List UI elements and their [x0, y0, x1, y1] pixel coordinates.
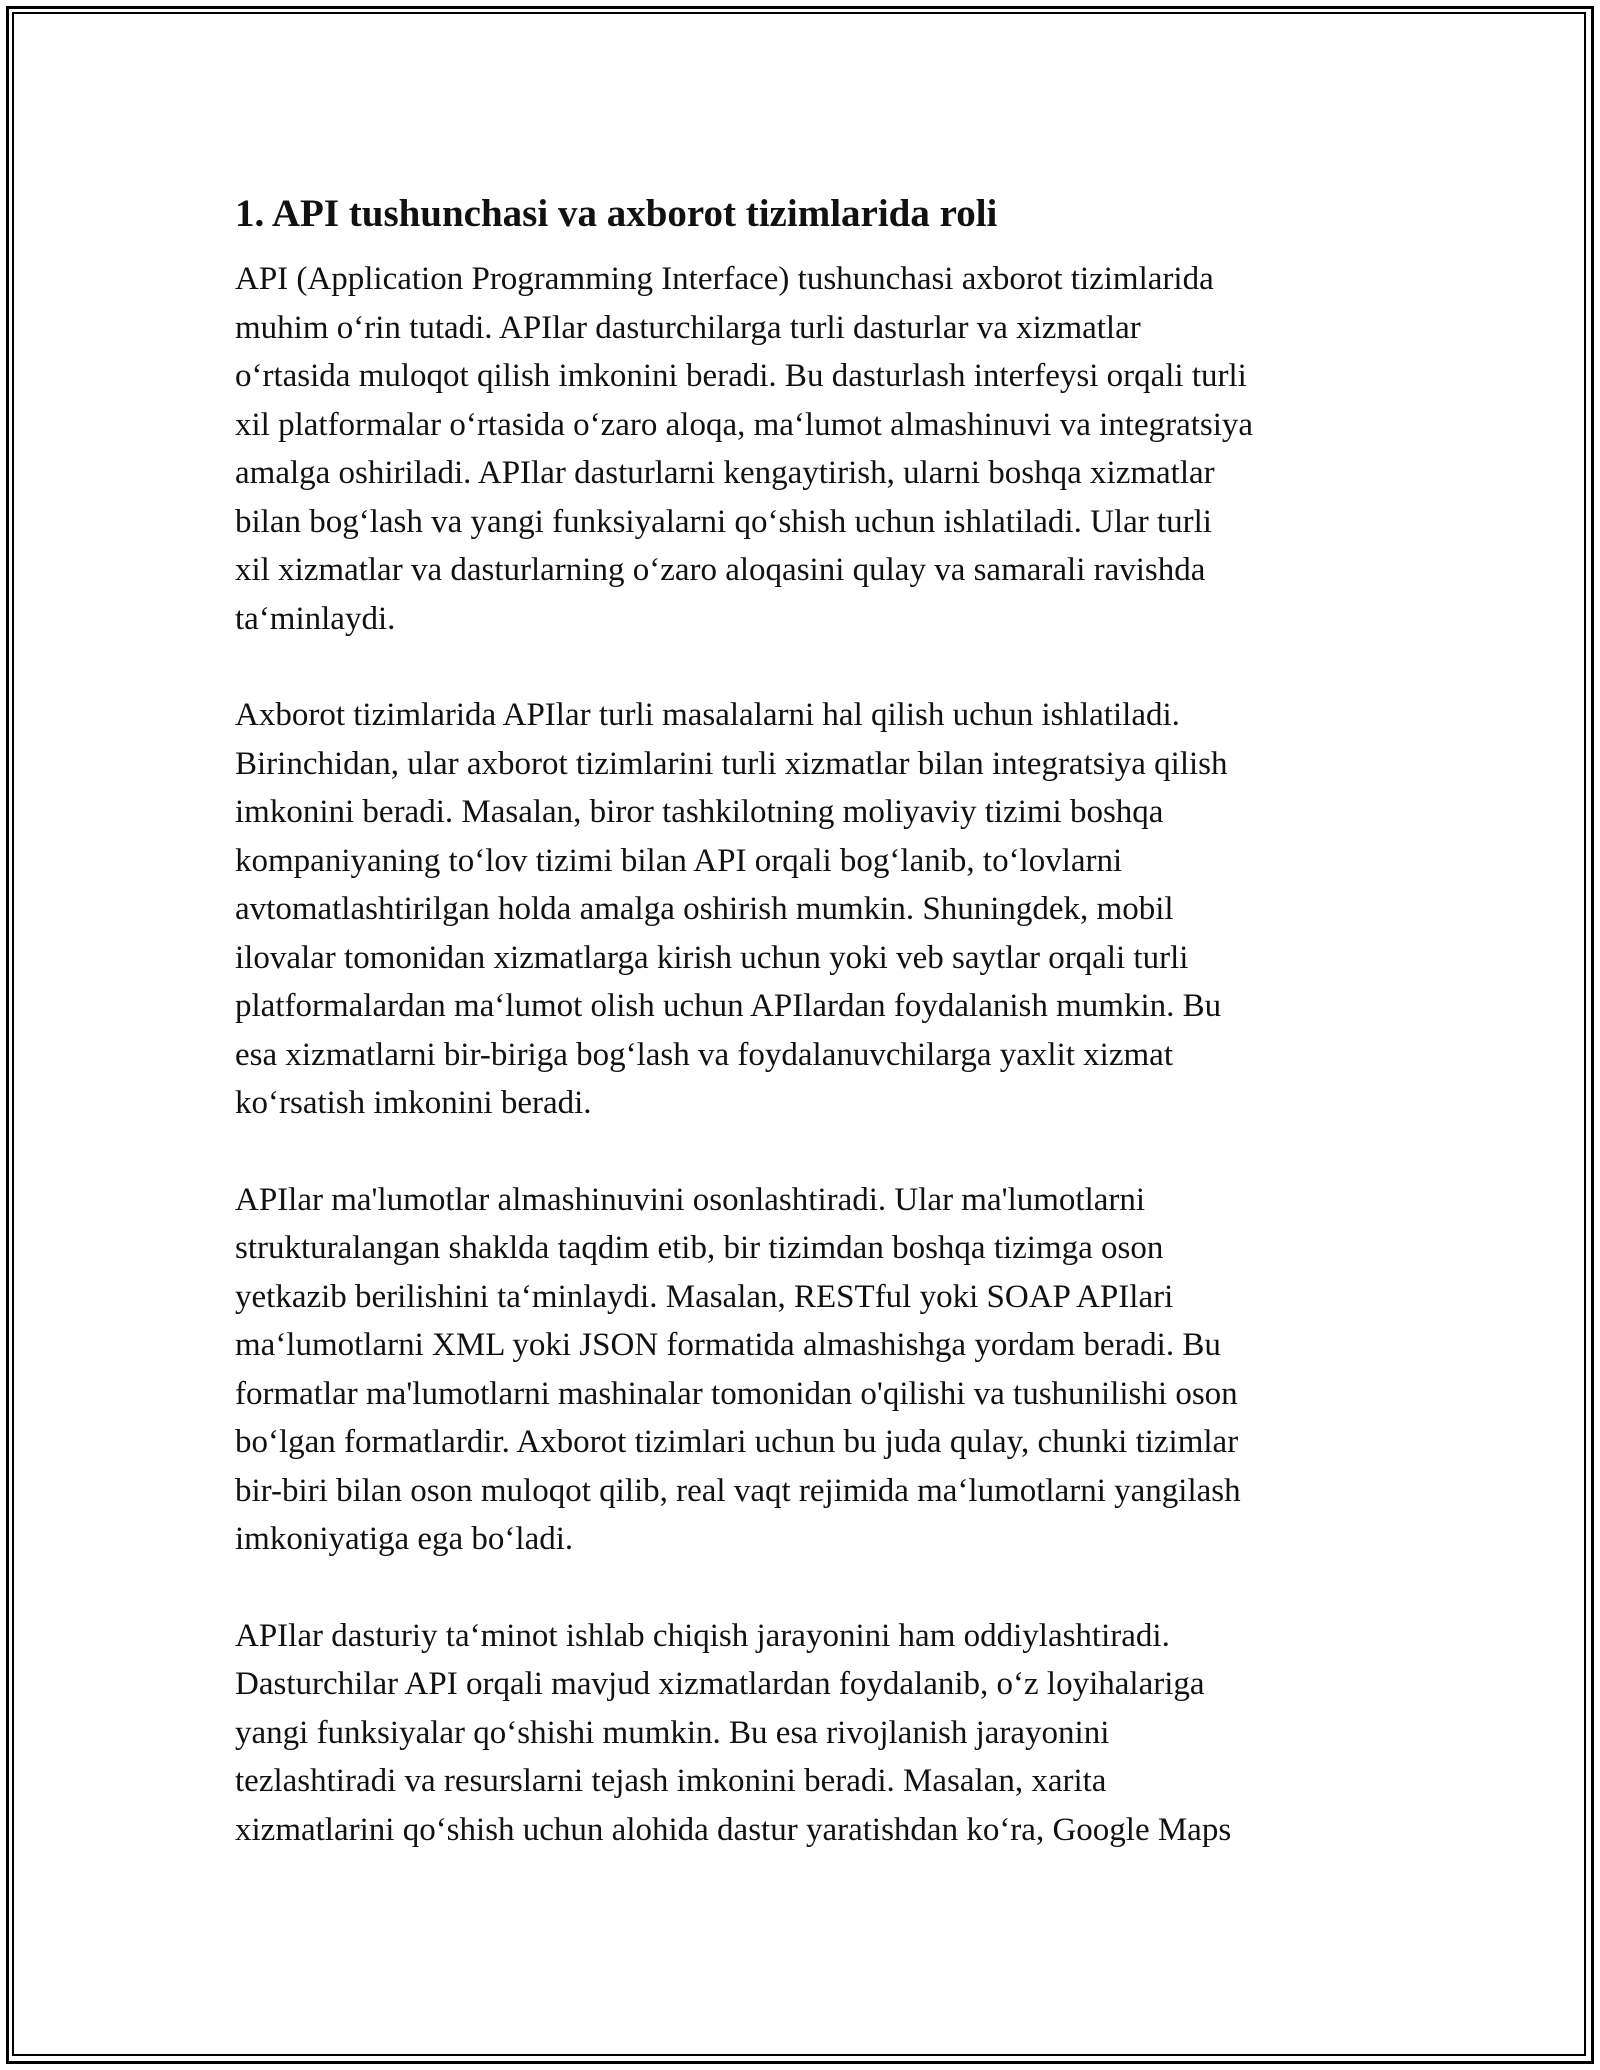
text-line: ta‘minlaydi. — [235, 600, 396, 637]
document-body — [235, 185, 1375, 1902]
text-line: amalga oshiriladi. APIlar dasturlarni kengaytirish, ularni boshqa xizmatlar — [235, 455, 1215, 491]
text-line: APIlar dasturiy ta‘minot ishlab chiqish jarayonini ham oddiylashtiradi. — [235, 1617, 1170, 1654]
text-line: formatlar ma'lumotlarni mashinalar tomonidan o'qilishi va tushunilishi oson — [235, 1375, 1238, 1412]
paragraph-1 — [235, 255, 1375, 643]
text-line: xil xizmatlar va dasturlarning o‘zaro aloqasini qulay va samarali ravishda — [235, 552, 1206, 588]
text-line: Dasturchilar API orqali mavjud xizmatlardan foydalanib, o‘z loyihalariga — [235, 1666, 1205, 1702]
text-line: Birinchidan, ular axborot tizimlarini turli xizmatlar bilan integratsiya qilish — [235, 745, 1228, 782]
text-line: muhim o‘rin tutadi. APIlar dasturchilarga turli dasturlar va xizmatlar — [235, 309, 1141, 346]
text-line: yetkazib berilishini ta‘minlaydi. Masalan, RESTful yoki SOAP APIlari — [235, 1278, 1174, 1315]
text-line: API (Application Programming Interface) tushunchasi axborot tizimlarida — [235, 261, 1214, 297]
text-line: Axborot tizimlarida APIlar turli masalalarni hal qilish uchun ishlatiladi. — [235, 697, 1180, 733]
text-line: strukturalangan shakldа taqdim etib, bir tizimdan boshqa tizimga oson — [235, 1230, 1164, 1266]
text-line: avtomatlashtirilgan holda amalga oshirish mumkin. Shuningdek, mobil — [235, 891, 1174, 927]
text-line: bilan bog‘lash va yangi funksiyalarni qo‘shish uchun ishlatiladi. Ular turli — [235, 503, 1212, 540]
paragraph-3 — [235, 1176, 1375, 1564]
text-line: xil platformalar o‘rtasida o‘zaro aloqa, ma‘lumot almashinuvi va integratsiya — [235, 406, 1254, 443]
text-line: platformalardan ma‘lumot olish uchun APIlardan foydalanish mumkin. Bu — [235, 988, 1222, 1024]
text-line: o‘rtasida muloqot qilish imkonini beradi. Bu dasturlash interfeysi orqali turli — [235, 358, 1247, 394]
text-line: bir-biri bilan oson muloqot qilib, real vaqt rejimida ma‘lumotlarni yangilash — [235, 1472, 1241, 1509]
text-line: ma‘lumotlarni XML yoki JSON formatida almashishga yordam beradi. Bu — [235, 1327, 1221, 1363]
text-line: tezlashtiradi va resurslarni tejash imkonini beradi. Masalan, xarita — [235, 1763, 1107, 1799]
text-line: bo‘lgan formatlardir. Axborot tizimlari uchun bu juda qulay, chunki tizimlar — [235, 1424, 1239, 1460]
text-line: xizmatlarini qo‘shish uchun alohida dastur yaratishdan ko‘ra, Google Maps — [235, 1811, 1232, 1848]
text-line: yangi funksiyalar qo‘shishi mumkin. Bu esa rivojlanish jarayonini — [235, 1714, 1110, 1751]
text-line: imkonini beradi. Masalan, biror tashkilotning moliyaviy tizimi boshqa — [235, 794, 1164, 830]
text-line: ilovalar tomonidan xizmatlarga kirish uchun yoki veb saytlar orqali turli — [235, 939, 1189, 976]
text-line: ko‘rsatish imkonini beradi. — [235, 1085, 592, 1121]
text-line: APIlar ma'lumotlar almashinuvini osonlashtiradi. Ular ma'lumotlarni — [235, 1181, 1146, 1218]
paragraph-2 — [235, 691, 1375, 1128]
section-heading: 1. API tushunchasi va axborot tizimlarida roli — [235, 192, 998, 235]
text-line: esa xizmatlarni bir-biriga bog‘lash va foydalanuvchilarga yaxlit xizmat — [235, 1036, 1173, 1073]
text-line: kompaniyaning to‘lov tizimi bilan API orqali bog‘lanib, to‘lovlarni — [235, 842, 1123, 879]
text-line: imkoniyatiga ega bo‘ladi. — [235, 1521, 574, 1557]
paragraph-4 — [235, 1612, 1375, 1855]
